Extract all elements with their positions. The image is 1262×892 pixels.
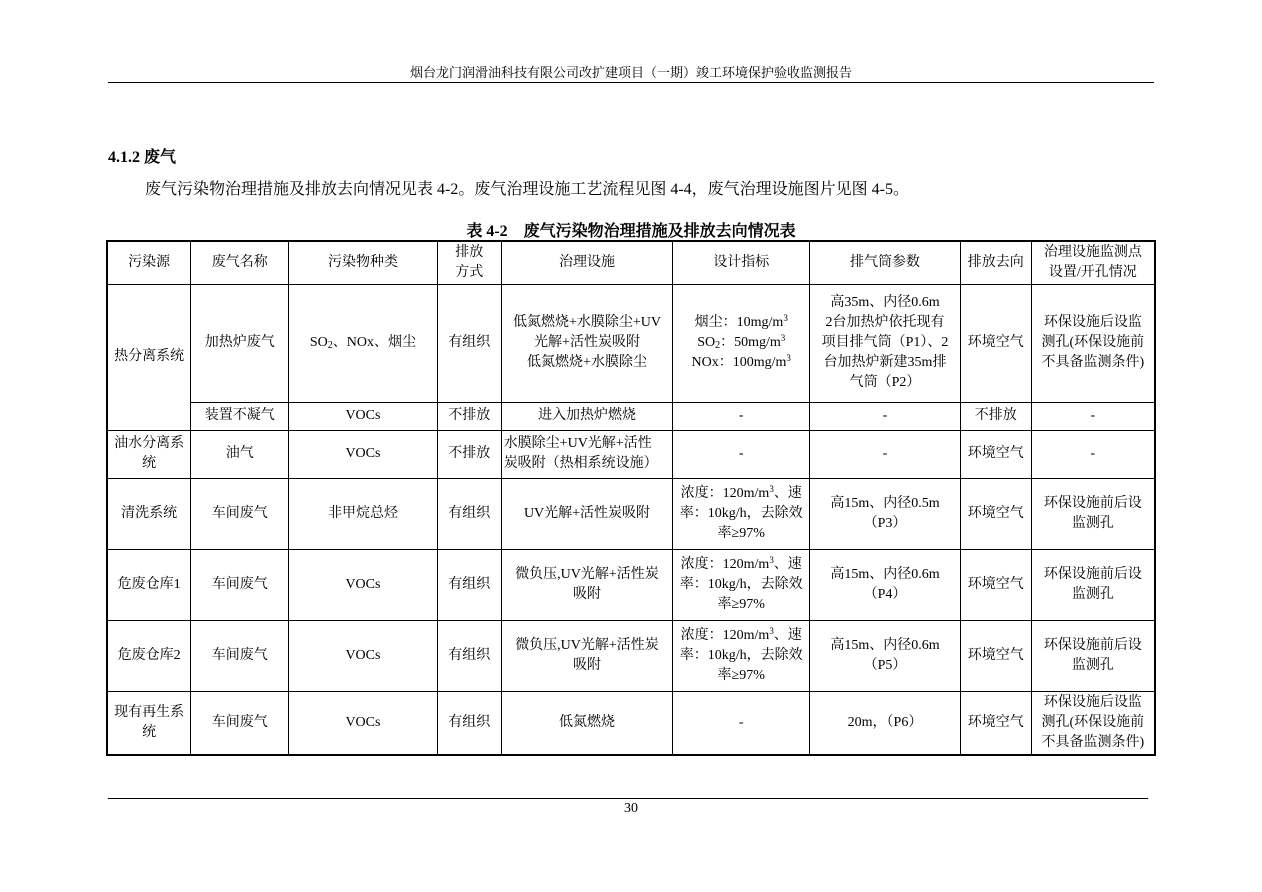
- header-emission-mode: [437, 241, 501, 284]
- cell-source: 危废仓库1: [107, 549, 191, 620]
- cell-mode: 有组织: [437, 478, 501, 549]
- cell-destination: 环境空气: [960, 691, 1031, 755]
- header-destination: 排放去向: [960, 241, 1031, 284]
- cell-stack: 高35m、内径0.6m 2台加热炉依托现有 项目排气筒（P1）、2 台加热炉新建35m排 气筒（P2）: [810, 284, 961, 402]
- header-facility: 治理设施: [501, 241, 673, 284]
- cell-monitor: 环保设施后设监 测孔(环保设施前 不具备监测条件): [1031, 691, 1155, 755]
- header-design-index: 设计指标: [673, 241, 810, 284]
- cell-stack: -: [810, 402, 961, 430]
- header-monitor-line2: 设置/开孔情况: [1048, 264, 1137, 280]
- document-header: 烟台龙门润滑油科技有限公司改扩建项目（一期）竣工环境保护验收监测报告: [409, 65, 852, 80]
- cell-monitor: 环保设施前后设 监测孔: [1031, 549, 1155, 620]
- cell-stack: 20m，（P6）: [810, 691, 961, 755]
- cell-gas-name: 车间废气: [191, 549, 289, 620]
- footer-divider: [108, 798, 1148, 799]
- section-title: 4.1.2 废气: [108, 149, 177, 166]
- cell-gas-name: 装置不凝气: [191, 402, 289, 430]
- cell-mode: 有组织: [437, 691, 501, 755]
- emission-table: [106, 240, 1156, 756]
- header-monitor-line1: 治理设施监测点: [1043, 244, 1142, 260]
- cell-mode: 不排放: [437, 430, 501, 478]
- header-monitor: [1031, 241, 1155, 284]
- cell-stack: -: [810, 430, 961, 478]
- page-number: 30: [624, 801, 638, 816]
- header-emission-mode-line1: 排放: [455, 244, 484, 260]
- cell-design: -: [673, 430, 810, 478]
- cell-monitor: -: [1031, 402, 1155, 430]
- cell-gas-name: 加热炉废气: [191, 284, 289, 402]
- table-row: [107, 620, 1155, 691]
- cell-stack: 高15m、内径0.6m （P4）: [810, 549, 961, 620]
- cell-design: 浓度：$120m/m^3$、速 率：10kg/h，去除效 率≥97%: [673, 549, 810, 620]
- cell-design: -: [673, 691, 810, 755]
- cell-monitor: 环保设施后设监 测孔(环保设施前 不具备监测条件): [1031, 284, 1155, 402]
- cell-pollutant: $SO_2$、NOx、烟尘: [289, 284, 438, 402]
- section-paragraph: 废气污染物治理措施及排放去向情况见表 4-2。废气治理设施工艺流程见图 4-4，废气治理设施图片见图 4-5。: [145, 181, 909, 198]
- cell-source: 现有再生系 统: [107, 691, 191, 755]
- cell-facility: 微负压,UV光解+活性炭 吸附: [501, 620, 673, 691]
- header-emission-mode-line2: 方式: [455, 264, 484, 280]
- cell-destination: 环境空气: [960, 549, 1031, 620]
- cell-destination: 环境空气: [960, 478, 1031, 549]
- cell-mode: 有组织: [437, 284, 501, 402]
- cell-mode: 有组织: [437, 620, 501, 691]
- cell-gas-name: 车间废气: [191, 620, 289, 691]
- cell-pollutant: VOCs: [289, 620, 438, 691]
- cell-monitor: 环保设施前后设 监测孔: [1031, 620, 1155, 691]
- table-row: [107, 549, 1155, 620]
- cell-facility: UV光解+活性炭吸附: [501, 478, 673, 549]
- cell-pollutant: VOCs: [289, 402, 438, 430]
- cell-facility: 水膜除尘+UV光解+活性 炭吸附（热相系统设施）: [501, 430, 673, 478]
- cell-destination: 环境空气: [960, 430, 1031, 478]
- cell-monitor: -: [1031, 430, 1155, 478]
- cell-source: 热分离系统: [107, 284, 191, 430]
- cell-facility: 低氮燃烧+水膜除尘+UV 光解+活性炭吸附 低氮燃烧+水膜除尘: [501, 284, 673, 402]
- cell-mode: 有组织: [437, 549, 501, 620]
- cell-gas-name: 油气: [191, 430, 289, 478]
- cell-monitor: 环保设施前后设 监测孔: [1031, 478, 1155, 549]
- cell-facility: 微负压,UV光解+活性炭 吸附: [501, 549, 673, 620]
- header-gas-name: 废气名称: [191, 241, 289, 284]
- table-row: [107, 284, 1155, 402]
- cell-stack: 高15m、内径0.6m （P5）: [810, 620, 961, 691]
- table-caption: 表 4-2 废气污染物治理措施及排放去向情况表: [466, 223, 796, 240]
- cell-facility: 低氮燃烧: [501, 691, 673, 755]
- cell-pollutant: VOCs: [289, 430, 438, 478]
- header-stack: 排气筒参数: [810, 241, 961, 284]
- cell-source: 油水分离系 统: [107, 430, 191, 478]
- cell-pollutant: 非甲烷总烃: [289, 478, 438, 549]
- table-row: [107, 402, 1155, 430]
- cell-stack: 高15m、内径0.5m （P3）: [810, 478, 961, 549]
- table-row: [107, 478, 1155, 549]
- cell-design: 烟尘：$10mg/m^3$ $SO_2$：$50mg/m^3$ NOx：$100mg/m^3$: [673, 284, 810, 402]
- cell-destination: 环境空气: [960, 284, 1031, 402]
- cell-design: 浓度：$120m/m^3$、速 率：10kg/h，去除效 率≥97%: [673, 620, 810, 691]
- table-row: [107, 430, 1155, 478]
- header-source: 污染源: [107, 241, 191, 284]
- cell-mode: 不排放: [437, 402, 501, 430]
- cell-pollutant: VOCs: [289, 549, 438, 620]
- cell-facility: 进入加热炉燃烧: [501, 402, 673, 430]
- cell-design: 浓度：$120m/m^3$、速 率：10kg/h，去除效 率≥97%: [673, 478, 810, 549]
- table-header-row: [107, 241, 1155, 284]
- cell-destination: 环境空气: [960, 620, 1031, 691]
- cell-source: 清洗系统: [107, 478, 191, 549]
- header-pollutant: 污染物种类: [289, 241, 438, 284]
- cell-pollutant: VOCs: [289, 691, 438, 755]
- cell-design: -: [673, 402, 810, 430]
- cell-gas-name: 车间废气: [191, 478, 289, 549]
- cell-source: 危废仓库2: [107, 620, 191, 691]
- cell-gas-name: 车间废气: [191, 691, 289, 755]
- table-row: [107, 691, 1155, 755]
- header-divider: [108, 82, 1154, 83]
- cell-destination: 不排放: [960, 402, 1031, 430]
